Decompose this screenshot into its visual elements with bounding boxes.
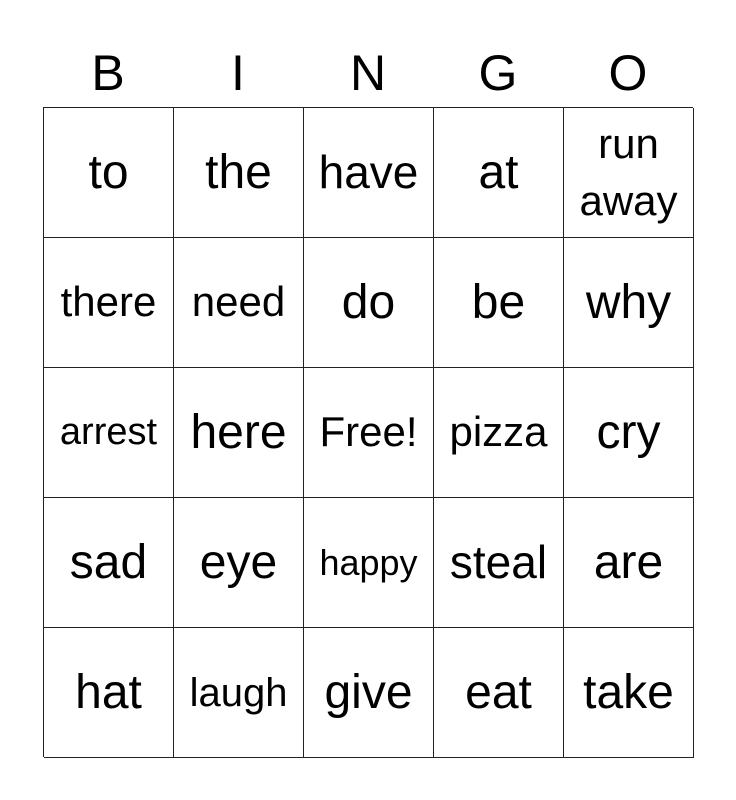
cell-word: pizza bbox=[449, 408, 548, 456]
cell-word: here bbox=[190, 405, 287, 459]
cell-word: to bbox=[88, 145, 129, 199]
cell-word: there bbox=[60, 278, 157, 326]
cell-word: steal bbox=[449, 536, 548, 589]
cell-word: why bbox=[585, 275, 672, 329]
free-space-label: Free! bbox=[319, 408, 418, 456]
header-letter-b: B bbox=[91, 45, 125, 101]
bingo-cell[interactable] bbox=[44, 498, 174, 628]
bingo-cell[interactable] bbox=[564, 368, 694, 498]
cell-word: give bbox=[324, 665, 413, 719]
bingo-cell[interactable] bbox=[174, 368, 304, 498]
free-space-cell[interactable] bbox=[304, 368, 434, 498]
bingo-cell[interactable] bbox=[304, 108, 434, 238]
cell-word: cry bbox=[596, 405, 661, 459]
bingo-cell[interactable] bbox=[564, 628, 694, 758]
bingo-cell[interactable] bbox=[434, 628, 564, 758]
header-letter-o: O bbox=[608, 45, 648, 101]
cell-word: hat bbox=[75, 665, 142, 719]
bingo-header bbox=[43, 42, 693, 104]
bingo-cell[interactable] bbox=[304, 628, 434, 758]
cell-word: run away bbox=[579, 119, 678, 224]
cell-word: the bbox=[205, 145, 272, 199]
bingo-cell[interactable] bbox=[174, 498, 304, 628]
cell-word: happy bbox=[319, 541, 418, 583]
bingo-cell[interactable] bbox=[44, 108, 174, 238]
bingo-cell[interactable] bbox=[174, 238, 304, 368]
header-letter-g: G bbox=[478, 45, 518, 101]
cell-word: sad bbox=[69, 535, 148, 589]
bingo-cell[interactable] bbox=[564, 108, 694, 238]
bingo-cell[interactable] bbox=[304, 238, 434, 368]
bingo-cell[interactable] bbox=[434, 108, 564, 238]
bingo-cell[interactable] bbox=[44, 628, 174, 758]
bingo-board bbox=[43, 107, 693, 757]
cell-word: at bbox=[478, 145, 519, 199]
header-letter-n: N bbox=[349, 45, 387, 101]
cell-word: be bbox=[471, 275, 526, 329]
bingo-cell[interactable] bbox=[434, 498, 564, 628]
bingo-cell[interactable] bbox=[44, 368, 174, 498]
cell-word: have bbox=[318, 146, 419, 199]
cell-word: take bbox=[583, 665, 674, 719]
bingo-cell[interactable] bbox=[434, 368, 564, 498]
cell-word: are bbox=[593, 535, 664, 589]
header-letter-i: I bbox=[231, 45, 245, 101]
cell-word: do bbox=[341, 275, 396, 329]
cell-word: laugh bbox=[189, 670, 288, 715]
cell-word: eye bbox=[199, 535, 278, 589]
bingo-cell[interactable] bbox=[174, 628, 304, 758]
bingo-cell[interactable] bbox=[564, 238, 694, 368]
cell-word: need bbox=[191, 278, 286, 326]
bingo-cell[interactable] bbox=[434, 238, 564, 368]
cell-word: arrest bbox=[59, 410, 158, 453]
bingo-cell[interactable] bbox=[564, 498, 694, 628]
bingo-cell[interactable] bbox=[304, 498, 434, 628]
bingo-cell[interactable] bbox=[44, 238, 174, 368]
cell-word: eat bbox=[465, 665, 532, 719]
bingo-cell[interactable] bbox=[174, 108, 304, 238]
